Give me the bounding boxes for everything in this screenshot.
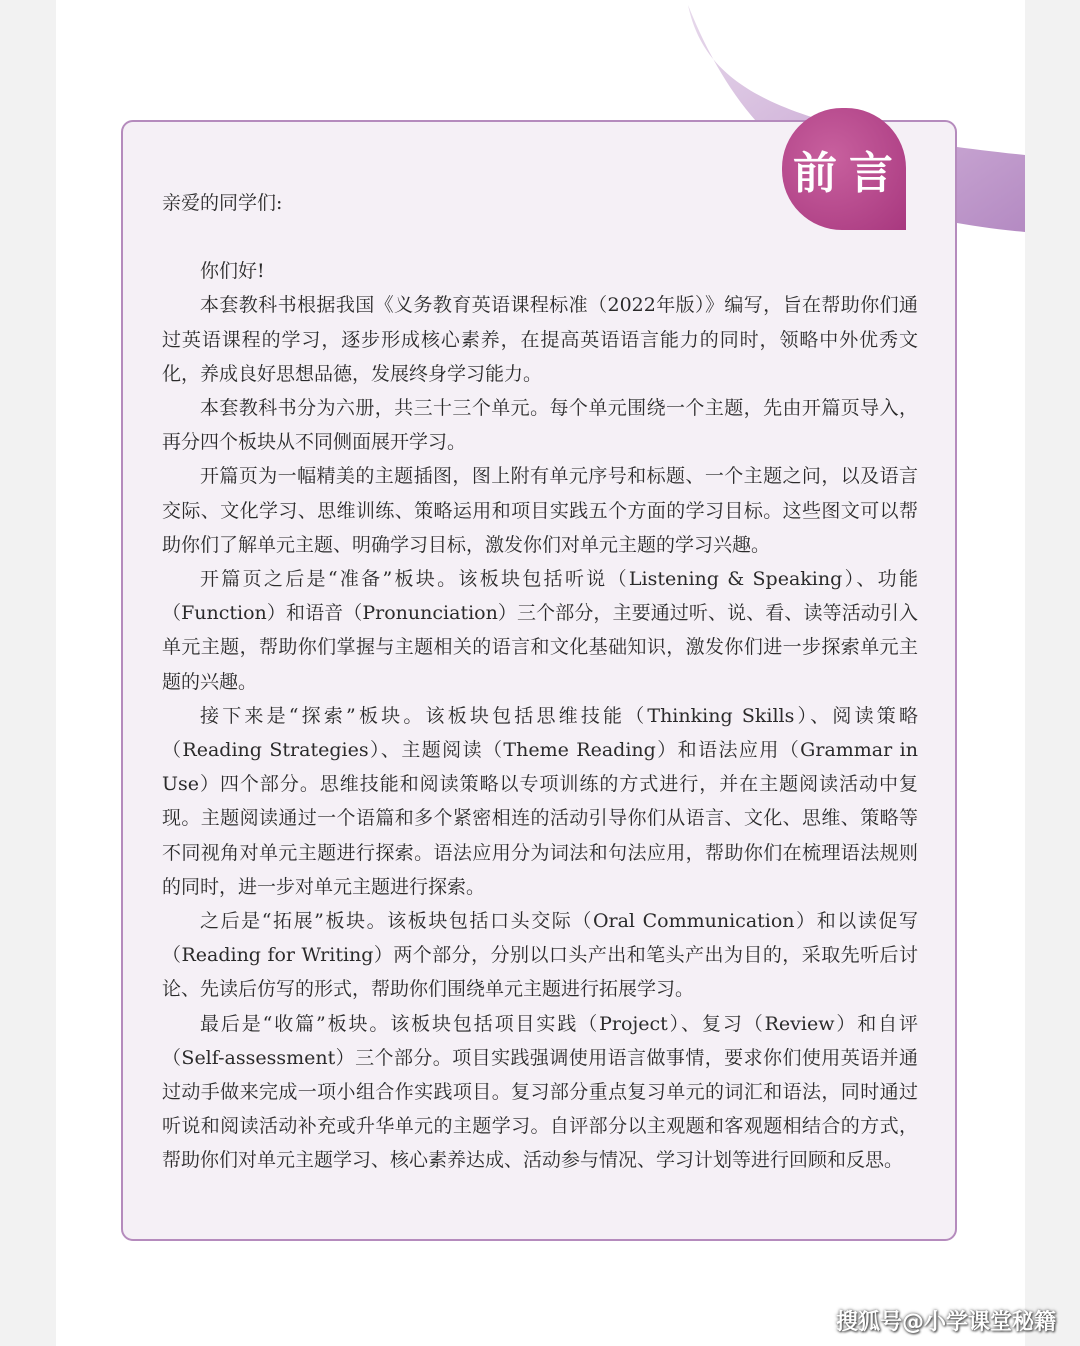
paragraph: 本套教科书分为六册，共三十三个单元。每个单元围绕一个主题，先由开篇页导入，再分四个板块从不同侧面展开学习。	[162, 397, 918, 454]
paragraph: 开篇页之后是“准备”板块。该板块包括听说（Listening & Speaking）、功能（Function）和语音（Pronunciation）三个部分，主要通过听、说、看、读等活动引入单元主题，帮助你们掌握与主题相关的语言和文化基础知识，激发你们进一步探索单元主题的兴趣。	[162, 568, 918, 693]
paragraph: 开篇页为一幅精美的主题插图，图上附有单元序号和标题、一个主题之问，以及语言交际、文化学习、思维训练、策略运用和项目实践五个方面的学习目标。这些图文可以帮助你们了解单元主题、明确学习目标，激发你们对单元主题的学习兴趣。	[162, 465, 918, 556]
foreword-text	[162, 186, 918, 1178]
page-title: 前言	[782, 108, 906, 230]
paragraph: 之后是“拓展”板块。该板块包括口头交际（Oral Communication）和以读促写（Reading for Writing）两个部分，分别以口头产出和笔头产出为目的，采取先听后讨论、先读后仿写的形式，帮助你们围绕单元主题进行拓展学习。	[162, 910, 918, 1001]
greeting: 你们好!	[200, 260, 265, 283]
paragraph: 最后是“收篇”板块。该板块包括项目实践（Project）、复习（Review）和自评（Self-assessment）三个部分。项目实践强调使用语言做事情，要求你们使用英语并通过动手做来完成一项小组合作实践项目。复习部分重点复习单元的词汇和语法，同时通过听说和阅读活动补充或升华单元的主题学习。自评部分以主观题和客观题相结合的方式，帮助你们对单元主题学习、核心素养达成、活动参与情况、学习计划等进行回顾和反思。	[162, 1012, 918, 1172]
page	[56, 0, 1025, 1346]
paragraph: 本套教科书根据我国《义务教育英语课程标准（2022年版）》编写，旨在帮助你们通过英语课程的学习，逐步形成核心素养，在提高英语语言能力的同时，领略中外优秀文化，养成良好思想品德，发展终身学习能力。	[162, 294, 918, 385]
paragraph: 接下来是“探索”板块。该板块包括思维技能（Thinking Skills）、阅读策略（Reading Strategies）、主题阅读（Theme Reading）和语法应用（Grammar in Use）四个部分。思维技能和阅读策略以专项训练的方式进行，并在主题阅读活动中复现。主题阅读通过一个语篇和多个紧密相连的活动引导你们从语言、文化、思维、策略等不同视角对单元主题进行探索。语法应用分为词法和句法应用，帮助你们在梳理语法规则的同时，进一步对单元主题进行探索。	[162, 704, 918, 898]
salutation: 亲爱的同学们:	[162, 192, 283, 214]
watermark: 搜狐号@小学课堂秘籍	[835, 1310, 1056, 1335]
